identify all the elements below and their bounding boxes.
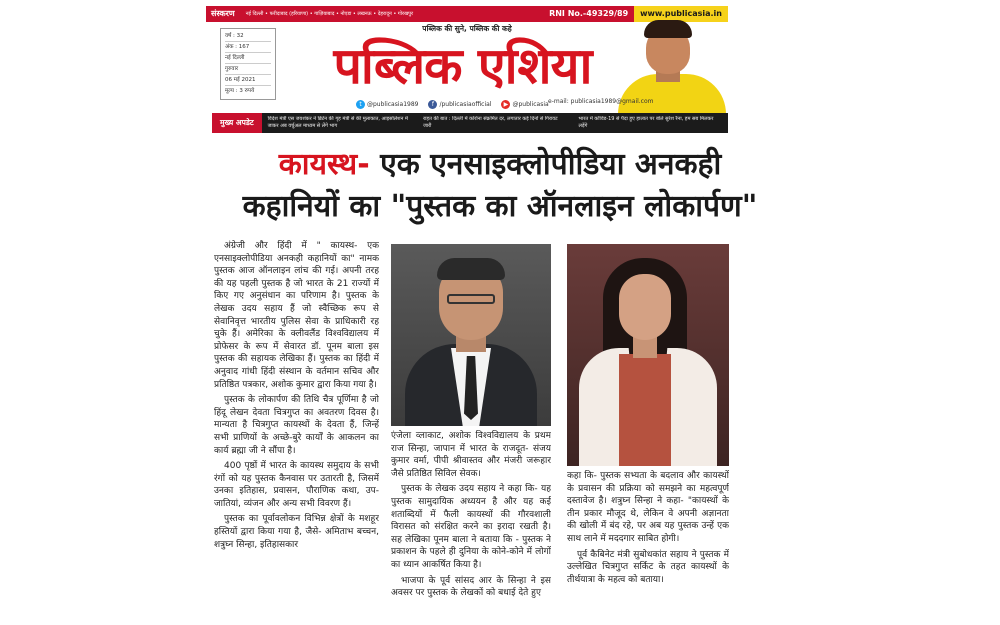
paragraph: पुस्तक का पूर्वावलोकन विभिन्न क्षेत्रों के मशहूर हस्तियों द्वारा किया गया है, जैसे- अमिताभ बच्चन, शत्रुघ्न सिन्हा, इतिहासकार [214,514,379,550]
paragraph: पुस्तक के लोकार्पण की तिथि चैत्र पूर्णिमा है जो हिंदू लेखन देवता चित्रगुप्त का अवतरण दिवस है। मान्यता है चित्रगुप्त कायस्थों के देवता हैं, जिन्हें सभी प्राणियों के अच्छे-बुरे कार्यों के आकलन का कार्य ब्रह्मा जी ने सौंपा है। [214,395,379,456]
meta-city: नई दिल्ली [225,53,271,64]
headline-line2: कहानियों का "पुस्तक का ऑनलाइन लोकार्पण" [242,189,758,224]
coauthor-photo [567,244,729,466]
newspaper-title: पब्लिक एशिया [333,36,592,95]
youtube-link[interactable]: ▶ @publicasia [501,100,548,109]
news-ticker [212,113,728,133]
ticker-label: मुख्य अपडेट [212,113,262,133]
meta-price: मूल्य : 3 रुपये [225,88,255,94]
editions-list: नई दिल्ली • फरीदाबाद (हरियाणा) • गाज़ियाबाद • नोएडा • लखनऊ • देहरादून • गोरखपुर [240,6,543,22]
meta-day: गुरुवार [225,64,271,75]
paragraph: कहा कि- पुस्तक सभ्यता के बदलाव और कायस्थों के प्रवासन की प्रक्रिया को समझने का महत्वपूर्ण दस्तावेज है। शत्रुघ्न सिन्हा ने कहा- "कायस्थों के तीन प्रकार मौजूद थे, लेकिन वे अपनी अज्ञानता की खोली में बंद रहे, पर अब यह पुस्तक उन्हें एक साथ लाने में मददगार साबित होगी। [567,471,729,544]
twitter-icon: t [356,100,365,109]
facebook-icon: f [428,100,437,109]
ticker-item[interactable]: भारत में कोविड-19 से पैदा हुए हालात पर बोले सुरेश रैना, हम सब मिलकर लड़ेंगे [578,116,714,129]
article-column-3 [567,470,729,625]
website-link[interactable]: www.publicasia.in [634,6,728,22]
author-photo [391,244,551,426]
email-address[interactable]: e-mail: publicasia1989@gmail.com [548,98,654,105]
issue-meta [220,28,276,100]
meta-year: वर्ष : 32 [225,31,271,42]
headline-accent: कायस्थ- [278,147,370,182]
paragraph: एंजेला व्लाकाट, अशोक विश्वविद्यालय के प्रथम राज सिन्हा, जापान में भारत के राजदूत- संजय कुमार वर्मा, पीपी श्रीवास्तव और मंजरी जरूहार जैसे प्रतिष्ठित सिविल सेवक। [391,431,551,479]
paragraph: 400 पृष्ठों में भारत के कायस्थ समुदाय के सभी रंगों को यह पुस्तक कैनवास पर उतारती है, जिसमें उनका इतिहास, प्रवासन, पौराणिक कथा, उप-जातियां, व्यंजन और अन्य सभी विवरण हैं। [214,461,379,509]
article-headline [200,144,800,228]
paragraph: अंग्रेजी और हिंदी में " कायस्थ- एक एनसाइक्लोपीडिया अनकही कहानियों का" नामक पुस्तक आज ऑनलाइन लांच की गई। अपनी तरह की यह पहली पुस्तक है जो भारत के 21 राज्यों में किए गए अनुसंधान का परिणाम है। पुस्तक के लेखक उदय सहाय हैं जो स्वैच्छिक रूप से सेवानिवृत्त भारतीय पुलिस सेवा के प्राधिकारी रह चुके हैं। अमेरिका के क्लीवलैंड विश्वविद्यालय में प्रोफेसर के रूप में सेवारत डॉ. पूनम बाला इस पुस्तक की सहायक लेखिका हैं। पुस्तक का हिंदी में अनुवाद गांधी हिंदी संस्थान के वर्तमान सचिव और प्रतिष्ठित पत्रकार, अशोक कुमार द्वारा किया गया है। [214,241,379,390]
paragraph: पूर्व कैबिनेट मंत्री सुबोधकांत सहाय ने पुस्तक में उल्लेखित चित्रगुप्त सर्किट के तहत कायस्थों के तीर्थयात्रा के महत्व को बताया। [567,549,729,585]
ticker-item[interactable]: विदेश मंत्री एस जयशंकर ने ब्रिटेन की गृह मंत्री से की मुलाकात, आइसोलेशन में जाकर अब वर्चुअल माध्यम से लेंगे भाग [267,116,408,129]
article-column-1 [214,240,379,625]
rni-number: RNI No.-49329/89 [543,6,634,22]
paragraph: पुस्तक के लेखक उदय सहाय ने कहा कि- यह पुस्तक सामुदायिक अध्ययन है और यह कई शताब्दियों में फैली कायस्थों की गौरवशाली विरासत को संरक्षित करने का इरादा रखती है। सह लेखिका पूनम बाला ने बताया कि - पुस्तक ने प्रकाशन के पहले ही दुनिया के कोने-कोने में लोगों का ध्यान आकर्षित किया है। [391,484,551,570]
tagline: पब्लिक की सुने, पब्लिक की कहे [422,24,512,33]
youtube-icon: ▶ [501,100,510,109]
facebook-link[interactable]: f /publicasiaofficial [428,100,491,109]
paragraph: भाजपा के पूर्व सांसद आर के सिन्हा ने इस अवसर पर पुस्तक के लेखकों को बधाई देते हुए [391,575,551,599]
twitter-link[interactable]: t @publicasia1989 [356,100,418,109]
article-column-2 [391,430,551,625]
ticker-item[interactable]: राहत की बात : दिल्ली में कोरोना संक्रमित दर, लगातार कई दिनों से गिरावट जारी [423,116,558,129]
edition-tag: संस्करण [206,6,240,22]
headline-line1: एक एनसाइक्लोपीडिया अनकही [369,147,722,182]
meta-issue: अंक : 167 [225,42,271,53]
meta-date: 06 मई 2021 [225,75,271,86]
